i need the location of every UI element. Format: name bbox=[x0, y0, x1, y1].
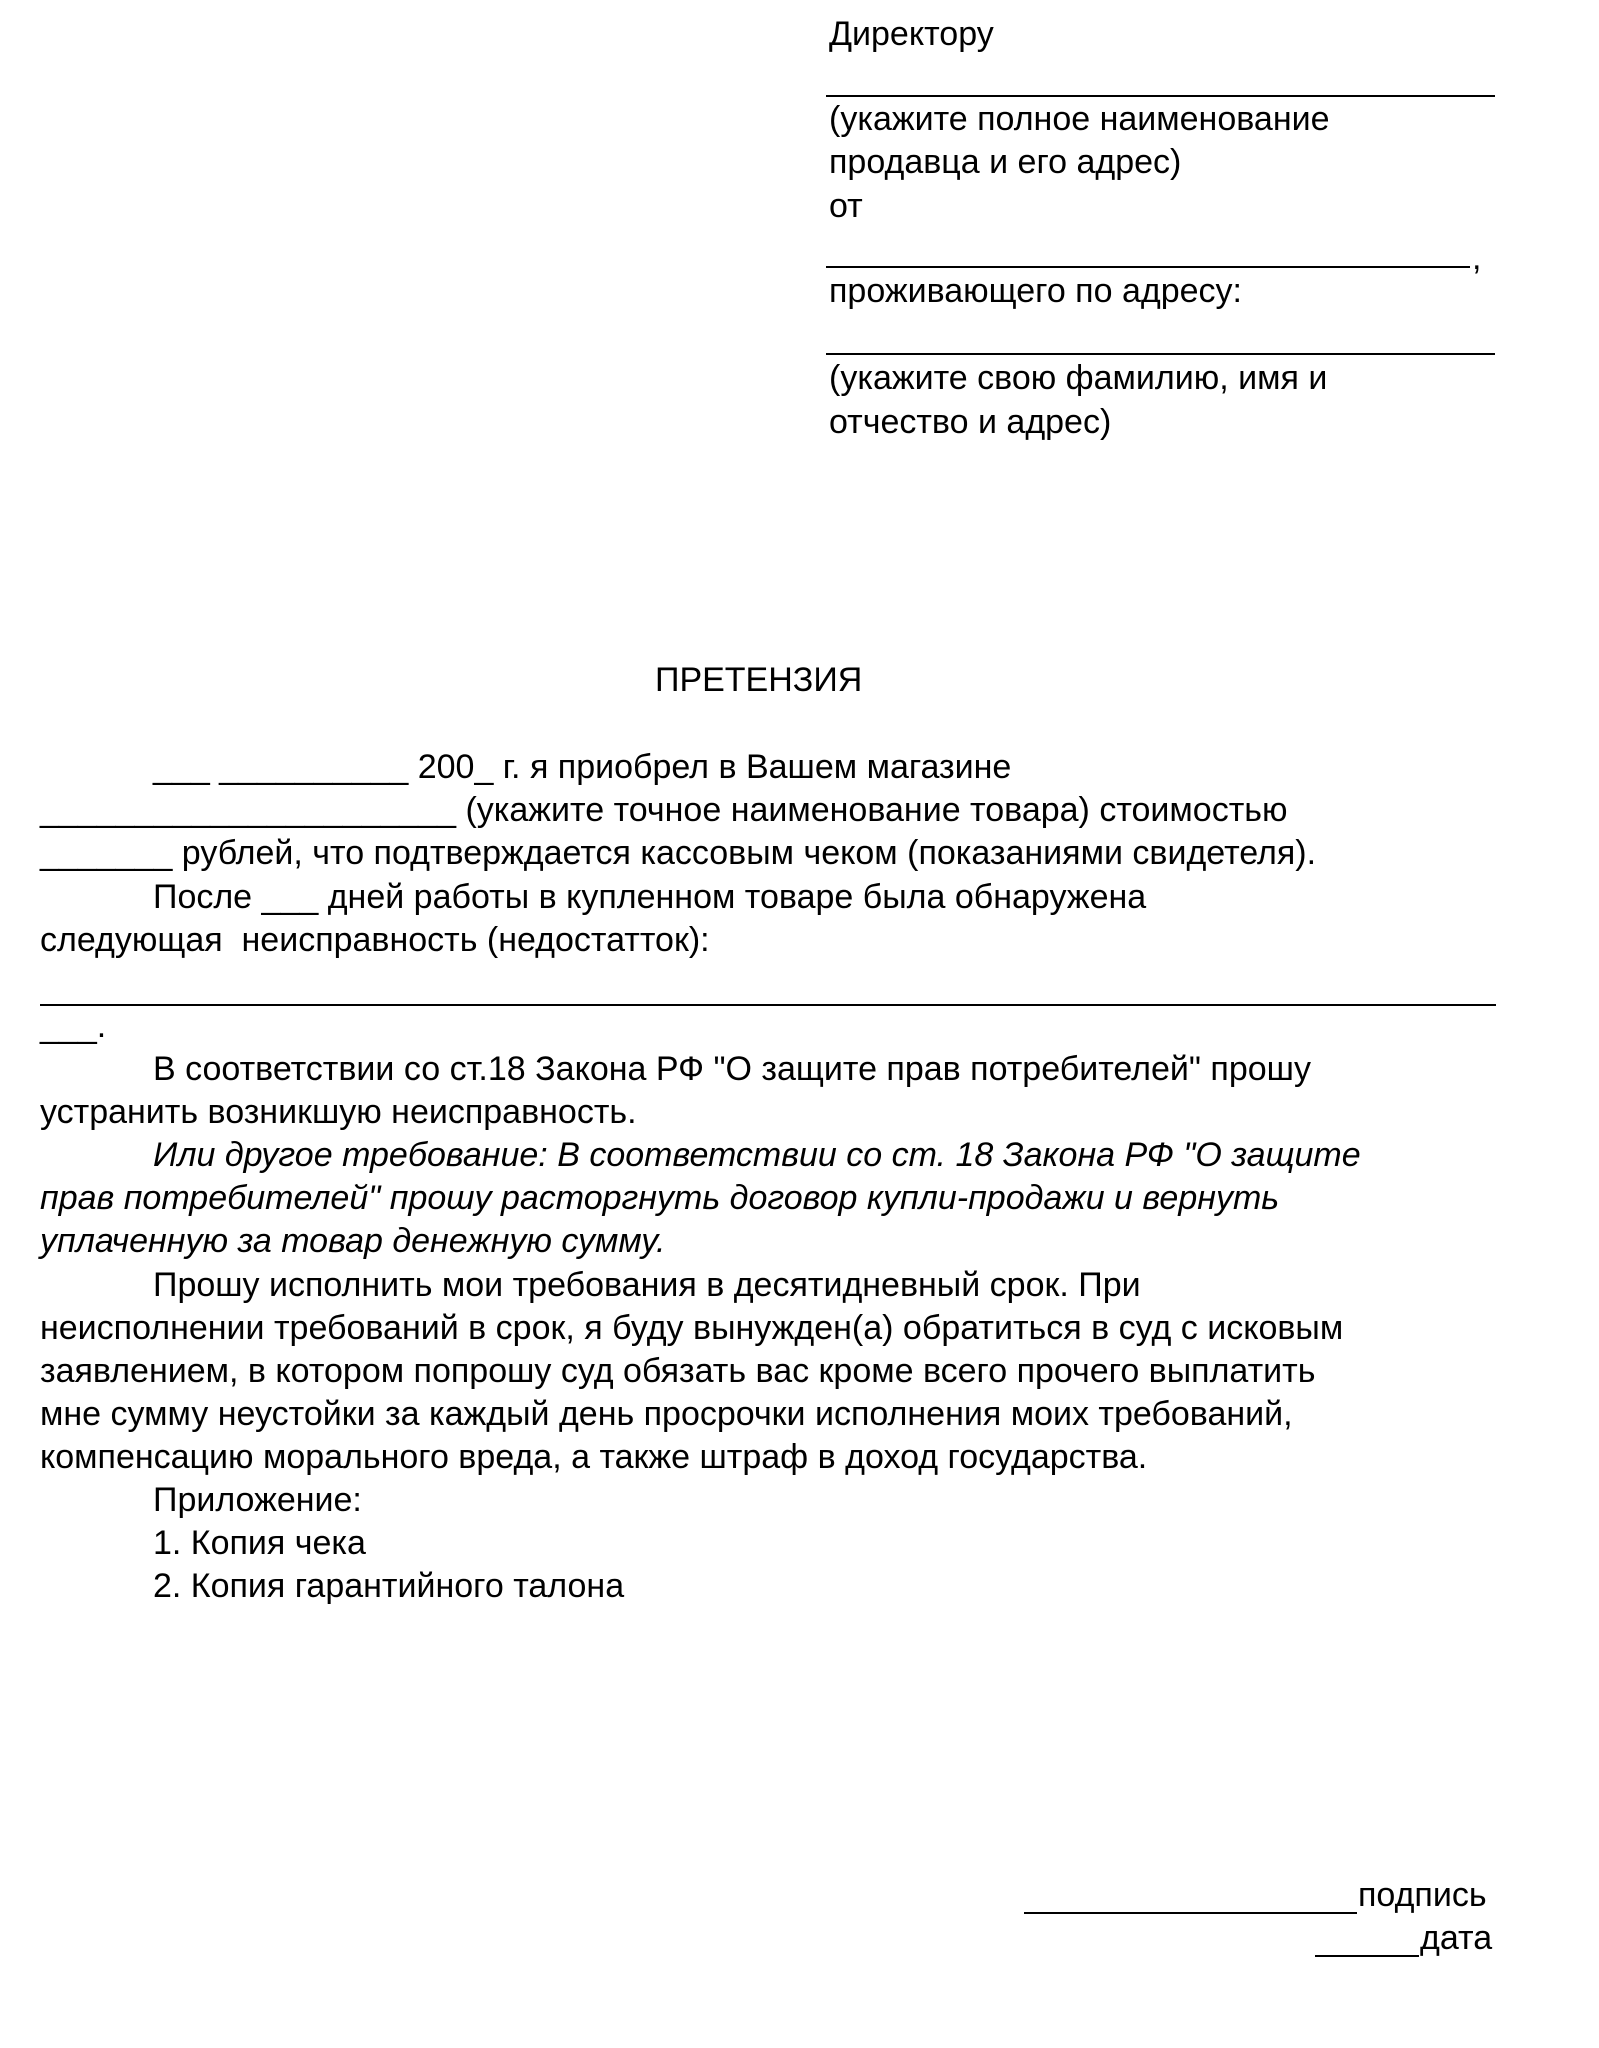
defect-description-line bbox=[40, 1004, 1496, 1006]
document-title: ПРЕТЕНЗИЯ bbox=[655, 661, 863, 699]
purchase-date-line: ___ __________ 200_ г. я приобрел в Вашем магазине bbox=[153, 748, 1012, 786]
deadline-line-4: мне сумму неустойки за каждый день просрочки исполнения моих требований, bbox=[40, 1395, 1293, 1433]
deadline-line-2: неисполнении требований в срок, я буду вынужден(а) обратиться в суд с исковым bbox=[40, 1309, 1344, 1347]
attachment-item-1: 1. Копия чека bbox=[153, 1524, 366, 1562]
applicant-comma: , bbox=[1472, 239, 1482, 277]
product-name-line: ______________________ (укажите точное наименование товара) стоимостью bbox=[40, 791, 1288, 829]
defect-found-line: После ___ дней работы в купленном товаре была обнаружена bbox=[153, 878, 1147, 916]
defect-description-end: ___. bbox=[40, 1007, 107, 1045]
date-line bbox=[1315, 1955, 1419, 1957]
deadline-line-1: Прошу исполнить мои требования в десятидневный срок. При bbox=[153, 1266, 1141, 1304]
attachments-label: Приложение: bbox=[153, 1481, 362, 1519]
seller-name-line bbox=[826, 95, 1495, 97]
deadline-line-5: компенсацию морального вреда, а также штраф в доход государства. bbox=[40, 1438, 1148, 1476]
residing-label: проживающего по адресу: bbox=[829, 272, 1242, 310]
seller-hint-line-1: (укажите полное наименование bbox=[829, 100, 1330, 138]
repair-demand-line-2: устранить возникшую неисправность. bbox=[40, 1093, 637, 1131]
signature-label: подпись bbox=[1358, 1876, 1487, 1914]
defect-label-line: следующая неисправность (недостатток): bbox=[40, 921, 710, 959]
addressee-label: Директору bbox=[829, 15, 994, 53]
signature-line bbox=[1024, 1912, 1357, 1914]
applicant-name-line bbox=[826, 266, 1470, 268]
attachment-item-2: 2. Копия гарантийного талона bbox=[153, 1567, 625, 1605]
seller-hint-line-2: продавца и его адрес) bbox=[829, 143, 1182, 181]
applicant-hint-line-1: (укажите свою фамилию, имя и bbox=[829, 359, 1328, 397]
repair-demand-line-1: В соответствии со ст.18 Закона РФ "О защите прав потребителей" прошу bbox=[153, 1050, 1311, 1088]
applicant-address-line bbox=[826, 353, 1495, 355]
price-line: _______ рублей, что подтверждается кассовым чеком (показаниями свидетеля). bbox=[40, 834, 1317, 872]
deadline-line-3: заявлением, в котором попрошу суд обязать вас кроме всего прочего выплатить bbox=[40, 1352, 1316, 1390]
alternative-demand-line-3: уплаченную за товар денежную сумму. bbox=[40, 1222, 666, 1260]
from-label: от bbox=[829, 187, 863, 225]
alternative-demand-line-2: прав потребителей" прошу расторгнуть договор купли-продажи и вернуть bbox=[40, 1179, 1280, 1217]
applicant-hint-line-2: отчество и адрес) bbox=[829, 403, 1112, 441]
alternative-demand-line-1: Или другое требование: В соответствии со ст. 18 Закона РФ "О защите bbox=[153, 1136, 1361, 1174]
date-label: дата bbox=[1420, 1919, 1493, 1957]
